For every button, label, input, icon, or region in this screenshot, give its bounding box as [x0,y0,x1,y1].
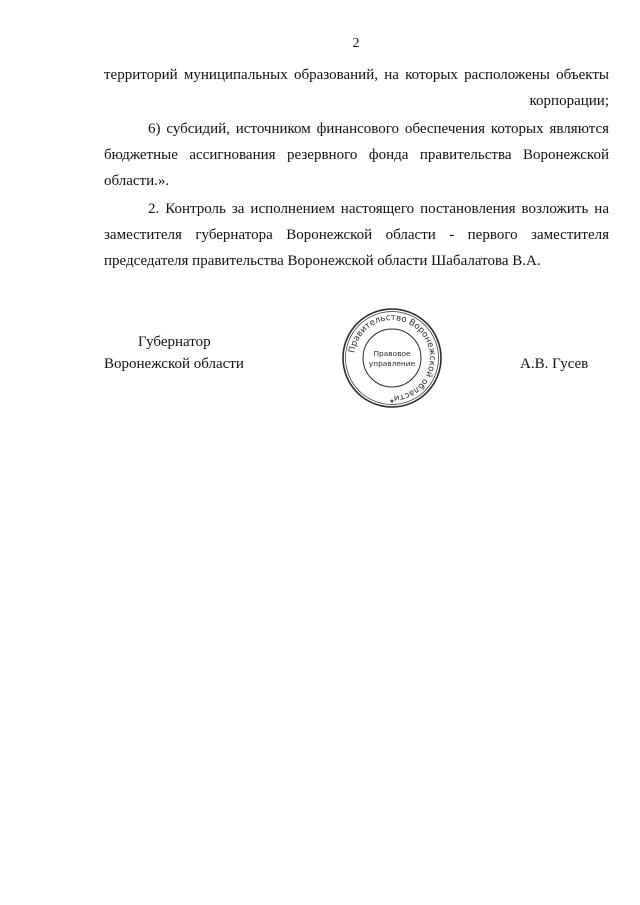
official-seal-stamp [340,306,444,410]
signatory-title [104,331,264,375]
text-line: заместителя губернатора Воронежской области - первого заместителя [104,227,609,243]
signatory-name: А.В. Гусев [520,356,589,372]
text-line: 2. Контроль за исполнением настоящего постановления возложить на [148,201,609,217]
paragraph-continuation [104,62,609,114]
text-line: председателя правительства Воронежской области Шабалатова В.А. [104,253,541,269]
seal-outer-ring-inner [346,312,439,405]
text-line: области.». [104,173,170,189]
text-line: корпорации; [529,93,609,109]
seal-outer-ring [343,309,441,407]
paragraph-control [104,196,609,274]
signatory-position: Губернатор [138,334,211,350]
text-line: 6) субсидий, источником финансового обеспечения которых являются [148,121,609,137]
seal-star-icon: ★ [389,398,395,405]
text-line: территорий муниципальных образований, на которых расположены объекты [104,67,609,83]
signatory-region: Воронежской области [104,356,244,372]
seal-inner-ring [363,329,421,387]
seal-inner-line1: Правовое [373,349,411,358]
seal-outer-text-path: Правительство Воронежской области [347,312,438,404]
paragraph-subsidies [104,116,609,194]
page-number: 2 [352,36,360,51]
text-line: бюджетные ассигнования резервного фонда правительства Воронежской [104,147,609,163]
seal-inner-line2: управление [368,359,416,368]
